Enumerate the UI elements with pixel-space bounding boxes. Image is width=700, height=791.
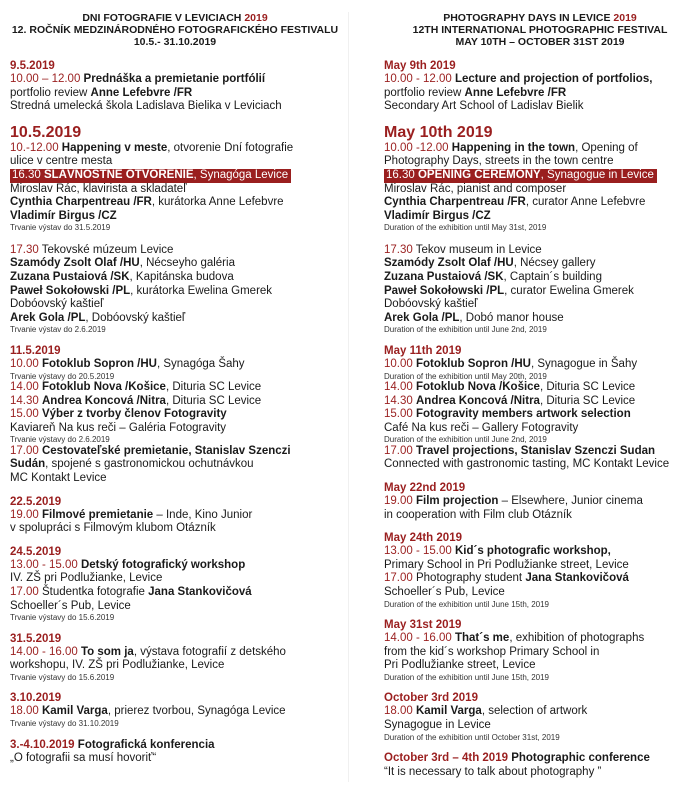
opening-ceremony-line: 16.30 OPENING CEREMONY, Synagogue in Levice	[384, 169, 696, 183]
event-line: 14.30 Andrea Koncová /Nitra, Dituria SC Levice	[10, 394, 262, 407]
event-line: 19.00 Film projection – Elsewhere, Junior cinema	[384, 495, 643, 508]
event-line: Dobóovský kaštieľ	[384, 298, 478, 311]
duration-note: Duration of the exhibition until October 31st, 2019	[384, 732, 560, 742]
event-date: May 10th 2019	[384, 123, 493, 141]
event-date: 10.5.2019	[10, 123, 82, 141]
event-date: May 22nd 2019	[384, 482, 466, 495]
event-line: 19.00 Filmové premietanie – Inde, Kino Junior	[10, 508, 253, 521]
event-line: 14.00 Fotoklub Nova /Košice, Dituria SC Levice	[10, 381, 262, 393]
event-line: Kaviareň Na kus reči – Galéria Fotogravity	[10, 421, 227, 434]
event-line: ulice v centre mesta	[10, 155, 113, 168]
header-subtitle: 12. ROČNÍK MEDZINÁRODNÉHO FOTOGRAFICKÉHO FESTIVALU	[11, 24, 339, 36]
event-date: 9.5.2019	[10, 60, 55, 72]
column-divider	[348, 12, 349, 782]
event-line: Café Na kus reči – Gallery Fotogravity	[384, 421, 579, 434]
event-block	[10, 123, 340, 335]
event-line: 17.30 Tekovské múzeum Levice	[10, 243, 174, 256]
event-line: 17.00 Travel projections, Stanislav Szenczi Sudan	[384, 444, 656, 457]
header-title: PHOTOGRAPHY DAYS IN LEVICE	[443, 12, 614, 24]
event-line: MC Kontakt Levice	[10, 472, 107, 485]
event-block	[384, 123, 696, 335]
event-line: IV. ZŠ pri Podlužianke, Levice	[10, 572, 163, 585]
opening-ceremony-line: 16.30 SLÁVNOSTNÉ OTVORENIE, Synagóga Levice	[10, 169, 340, 183]
event-date: May 9th 2019	[384, 60, 456, 72]
event-line: 10.00 – 12.00 Prednáška a premietanie portfólií	[10, 73, 266, 85]
event-date: 3.-4.10.2019	[10, 738, 75, 751]
event-date: May 11th 2019	[384, 344, 462, 357]
event-line: Schoeller´s Pub, Levice	[10, 599, 131, 612]
event-date: 31.5.2019	[10, 632, 62, 645]
event-block	[10, 495, 340, 536]
program-slovak	[10, 12, 340, 775]
header-year: 2019	[244, 12, 268, 24]
duration-note: Duration of the exhibition until June 2nd, 2019	[384, 435, 547, 445]
event-date: May 24th 2019	[384, 532, 462, 545]
event-line: “It is necessary to talk about photography ”	[384, 765, 602, 778]
event-line: 17.00 Photography student Jana Stankovičová	[384, 572, 629, 585]
event-line: 10.00 - 12.00 Lecture and projection of portfolios,	[384, 73, 653, 85]
event-line: from the kid´s workshop Primary School in	[384, 645, 600, 658]
event-line: portfolio review Anne Lefebvre /FR	[10, 86, 193, 99]
event-line: Zuzana Pustaiová /SK, Kapitánska budova	[10, 271, 234, 284]
event-date: May 31st 2019	[384, 619, 462, 632]
event-line: 13.00 - 15.00 Kid´s photografic workshop,	[384, 545, 611, 558]
event-line: 14.00 - 16.00 To som ja, výstava fotografií z detského	[10, 645, 286, 658]
duration-note: Trvanie výstavy do 2.6.2019	[10, 435, 110, 445]
event-line: v spolupráci s Filmovým klubom Otázník	[10, 522, 216, 535]
event-line: Stredná umelecká škola Ladislava Bielika v Leviciach	[10, 100, 282, 113]
event-date: October 3rd – 4th 2019	[384, 752, 508, 765]
duration-note: Trvanie výstavy do 15.6.2019	[10, 672, 115, 682]
event-line: 15.00 Fotogravity members artwork selection	[384, 408, 631, 421]
event-block	[10, 344, 340, 486]
event-line: Arek Gola /PL, Dobó manor house	[384, 311, 564, 324]
event-line: Szamódy Zsolt Olaf /HU, Nécseyho galéria	[10, 257, 235, 270]
duration-note: Duration of the exhibition until June 15th, 2019	[384, 599, 550, 609]
event-line: 14.30 Andrea Koncová /Nitra, Dituria SC Levice	[384, 394, 636, 407]
event-line: Schoeller´s Pub, Levice	[384, 586, 505, 599]
event-line: workshopu, IV. ZŠ pri Podlužianke, Levice	[10, 659, 225, 672]
event-line: Connected with gastronomic tasting, MC Kontakt Levice	[384, 458, 670, 471]
duration-note: Trvanie výstavy do 20.5.2019	[10, 371, 115, 381]
header-subtitle: 12TH INTERNATIONAL PHOTOGRAPHIC FESTIVAL	[412, 24, 668, 36]
event-line: 14.00 - 16.00 That´s me, exhibition of photographs	[384, 632, 645, 645]
event-date: 11.5.2019	[10, 344, 61, 357]
event-line: 10.00 -12.00 Happening in the town, Opening of	[384, 141, 638, 154]
duration-note: Trvanie výstavy do 31.10.2019	[10, 719, 119, 728]
duration-note: Duration of the exhibition until June 15th, 2019	[384, 672, 550, 682]
event-line: Paweł Sokołowski /PL, kurátorka Ewelina Gmerek	[10, 284, 273, 297]
duration-note: Duration of the exhibition until May 20th, 2019	[384, 371, 547, 381]
event-block	[10, 738, 340, 766]
event-line: Primary School in Pri Podlužianke street, Levice	[384, 558, 629, 571]
event-line: Vladimír Birgus /CZ	[384, 209, 491, 222]
event-block	[384, 751, 696, 779]
event-date: 22.5.2019	[10, 495, 62, 508]
duration-note: Trvanie výstav do 2.6.2019	[10, 325, 106, 335]
event-line: 17.30 Tekov museum in Levice	[384, 243, 542, 256]
event-line: 10.00 Fotoklub Sopron /HU, Synagóga Šahy	[10, 357, 245, 370]
event-line: 15.00 Výber z tvorby členov Fotogravity	[10, 408, 227, 421]
event-line: October 3rd – 4th 2019 Photographic conference	[384, 752, 650, 765]
event-line: 17.00 Cestovateľské premietanie, Stanislav Szenczi	[10, 444, 291, 457]
event-date: 24.5.2019	[10, 545, 62, 558]
header-dates: 10.5.- 31.10.2019	[133, 36, 217, 48]
header-dates: MAY 10TH – OCTOBER 31ST 2019	[455, 36, 625, 48]
event-block	[10, 632, 340, 683]
header-title: DNI FOTOGRAFIE V LEVICIACH	[82, 12, 245, 24]
event-block	[10, 545, 340, 623]
event-line: Secondary Art School of Ladislav Bielik	[384, 100, 584, 113]
event-line: „O fotografii sa musí hovoriť“	[10, 752, 157, 765]
event-line: Vladimír Birgus /CZ	[10, 209, 117, 222]
event-block	[384, 344, 696, 472]
duration-note: Trvanie výstavy do 15.6.2019	[10, 613, 115, 623]
header-year: 2019	[613, 12, 637, 24]
event-block	[10, 59, 340, 114]
event-line: 18.00 Kamil Varga, prierez tvorbou, Synagóga Levice	[10, 705, 286, 718]
event-block	[384, 618, 696, 682]
event-block	[384, 59, 696, 114]
event-line: Pri Podlužianke street, Levice	[384, 659, 536, 672]
event-line: in cooperation with Film club Otázník	[384, 508, 572, 521]
event-line: Dobóovský kaštieľ	[10, 298, 104, 311]
event-line: Arek Gola /PL, Dobóovský kaštieľ	[10, 311, 186, 324]
event-line: 18.00 Kamil Varga, selection of artwork	[384, 705, 588, 718]
event-line: 3.-4.10.2019 Fotografická konferencia	[10, 738, 215, 751]
event-line: Zuzana Pustaiová /SK, Captain´s building	[384, 271, 602, 284]
event-line: 17.00 Študentka fotografie Jana Stankovičová	[10, 586, 252, 599]
event-line: portfolio review Anne Lefebvre /FR	[384, 86, 567, 99]
event-line: Szamódy Zsolt Olaf /HU, Nécsey gallery	[384, 257, 596, 270]
event-block	[10, 691, 340, 728]
event-line: 13.00 - 15.00 Detský fotografický workshop	[10, 558, 246, 571]
event-line: Sudán, spojené s gastronomickou ochutnávkou	[10, 458, 254, 471]
duration-note: Trvanie výstav do 31.5.2019	[10, 223, 111, 233]
event-block	[384, 691, 696, 742]
event-block	[384, 481, 696, 522]
program-english	[384, 12, 696, 788]
event-block	[384, 531, 696, 609]
duration-note: Duration of the exhibition until June 2nd, 2019	[384, 325, 547, 335]
header-slovak	[10, 12, 340, 48]
event-line: Miroslav Rác, klavirista a skladateľ	[10, 182, 187, 195]
header-english	[384, 12, 696, 48]
duration-note: Duration of the exhibition until May 31st, 2019	[384, 223, 547, 233]
event-date: October 3rd 2019	[384, 692, 478, 705]
event-line: Cynthia Charpentreau /FR, kurátorka Anne Lefebvre	[10, 196, 284, 209]
event-line: 14.00 Fotoklub Nova /Košice, Dituria SC Levice	[384, 381, 636, 393]
event-line: Cynthia Charpentreau /FR, curator Anne Lefebvre	[384, 196, 646, 209]
event-line: 10.00 Fotoklub Sopron /HU, Synagogue in Šahy	[384, 357, 638, 370]
event-date: 3.10.2019	[10, 692, 62, 705]
event-line: Synagogue in Levice	[384, 719, 491, 731]
event-line: Miroslav Rác, pianist and composer	[384, 182, 567, 195]
event-line: 10.-12.00 Happening v meste, otvorenie Dní fotografie	[10, 141, 294, 154]
event-line: Photography Days, streets in the town centre	[384, 155, 614, 168]
event-line: Paweł Sokołowski /PL, curator Ewelina Gmerek	[384, 284, 634, 297]
